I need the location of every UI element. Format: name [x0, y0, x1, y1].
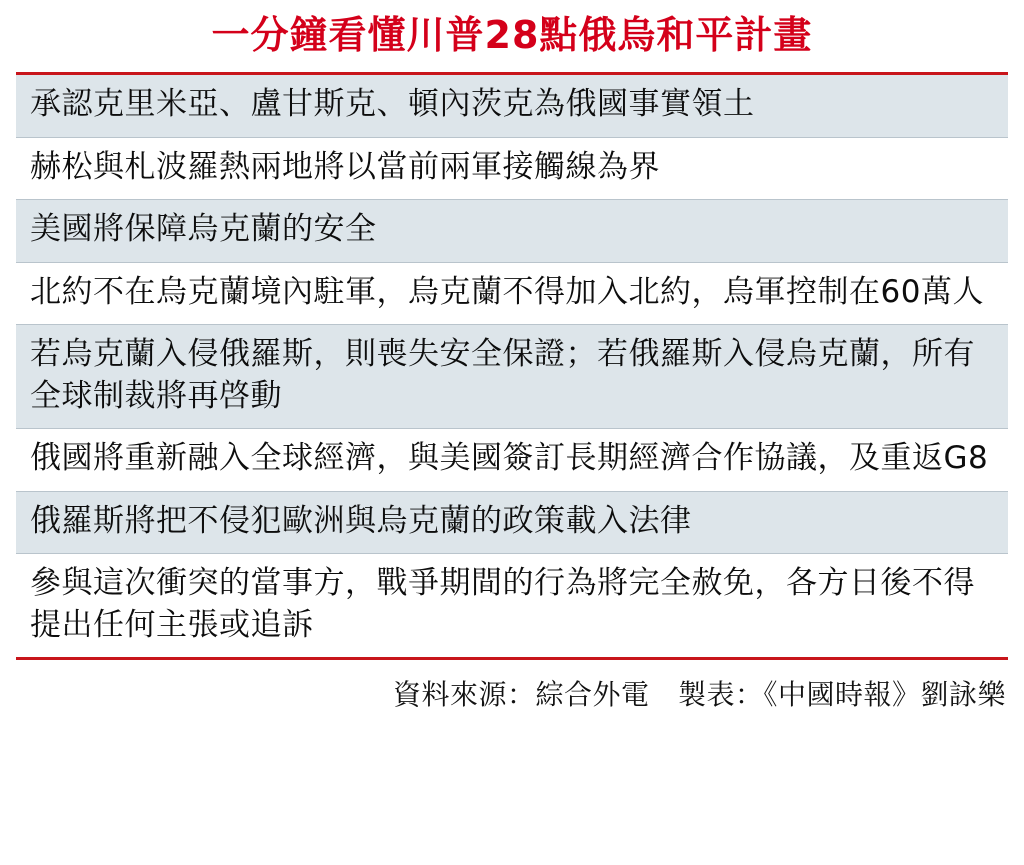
plan-points-table	[16, 72, 1008, 660]
table-row: 俄羅斯將把不侵犯歐洲與烏克蘭的政策載入法律	[16, 492, 1008, 555]
table-row: 參與這次衝突的當事方，戰爭期間的行為將完全赦免，各方日後不得提出任何主張或追訴	[16, 554, 1008, 657]
table-row: 俄國將重新融入全球經濟，與美國簽訂長期經濟合作協議，及重返G8	[16, 429, 1008, 492]
source-credit: 資料來源：綜合外電 製表：《中國時報》劉詠樂	[0, 660, 1024, 726]
page-title: 一分鐘看懂川普28點俄烏和平計畫	[211, 13, 813, 58]
title-bar	[0, 0, 1024, 72]
table-row: 若烏克蘭入侵俄羅斯，則喪失安全保證；若俄羅斯入侵烏克蘭，所有全球制裁將再啓動	[16, 325, 1008, 429]
table-row: 赫松與札波羅熱兩地將以當前兩軍接觸線為界	[16, 138, 1008, 201]
table-row: 承認克里米亞、盧甘斯克、頓內茨克為俄國事實領土	[16, 75, 1008, 138]
table-row: 美國將保障烏克蘭的安全	[16, 200, 1008, 263]
table-row: 北約不在烏克蘭境內駐軍，烏克蘭不得加入北約，烏軍控制在60萬人	[16, 263, 1008, 326]
